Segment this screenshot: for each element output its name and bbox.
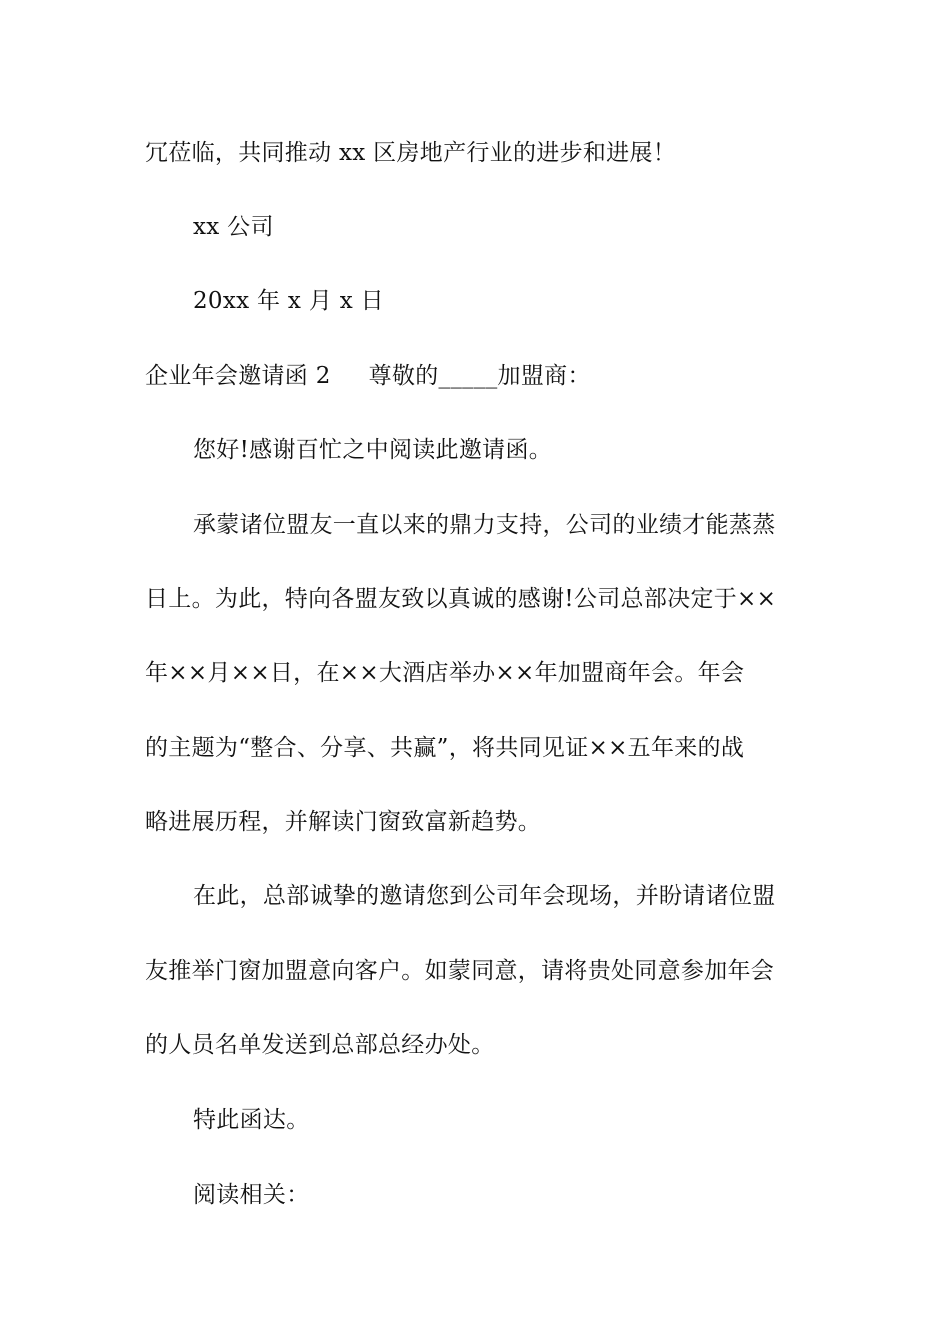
salutation: 尊敬的_____加盟商： xyxy=(368,363,591,389)
date-line: 20xx 年 x 月 x 日 xyxy=(193,288,384,314)
letter-heading xyxy=(145,361,810,391)
related-reading: 阅读相关： xyxy=(193,1182,310,1208)
paragraph-line: 的人员名单发送到总部总经办处。 xyxy=(145,1032,495,1058)
paragraph-line: 在此，总部诚挚的邀请您到公司年会现场，并盼请诸位盟 xyxy=(193,883,776,909)
greeting-line: 您好!感谢百忙之中阅读此邀请函。 xyxy=(193,437,553,463)
paragraph-line: 略进展历程，并解读门窗致富新趋势。 xyxy=(145,809,542,835)
closing-line: 特此函达。 xyxy=(193,1107,310,1133)
paragraph-line: 的主题为“整合、分享、共赢”，将共同见证××五年来的战 xyxy=(145,735,745,761)
text-line: 冗莅临，共同推动 xx 区房地产行业的进步和进展！ xyxy=(145,140,677,166)
paragraph-line: 承蒙诸位盟友一直以来的鼎力支持，公司的业绩才能蒸蒸 xyxy=(193,512,776,538)
paragraph-line: 日上。为此，特向各盟友致以真诚的感谢!公司总部决定于×× xyxy=(145,586,777,612)
paragraph-line: 年××月××日，在××大酒店举办××年加盟商年会。年会 xyxy=(145,660,745,686)
company-signature: xx 公司 xyxy=(193,214,274,240)
paragraph-line: 友推举门窗加盟意向客户。如蒙同意，请将贵处同意参加年会 xyxy=(145,958,775,984)
letter-title: 企业年会邀请函 2 xyxy=(145,363,331,389)
